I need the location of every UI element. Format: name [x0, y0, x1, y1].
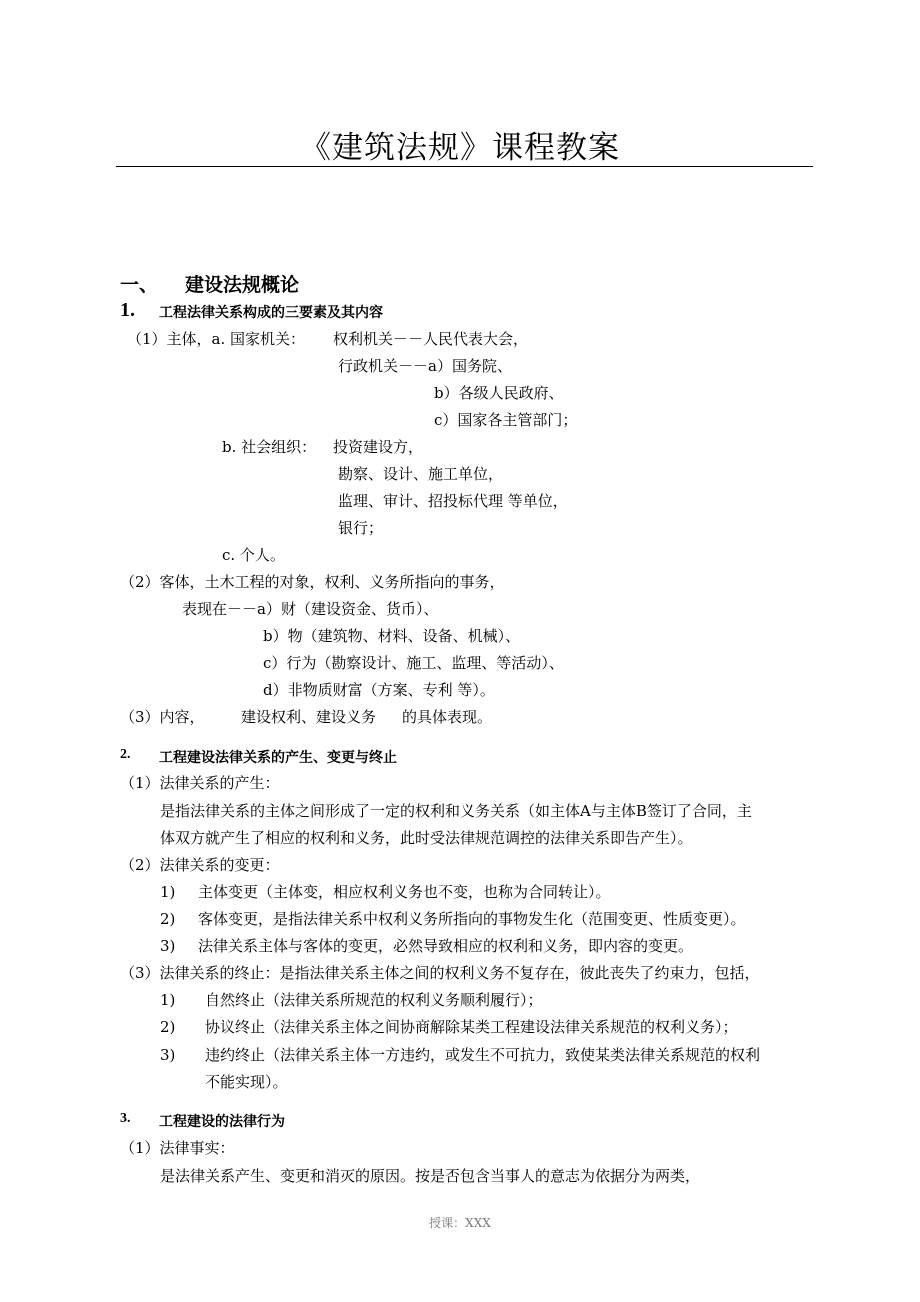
- text-line: 协议终止（法律关系主体之间协商解除某类工程建设法律关系规范的权利义务）；: [205, 1018, 738, 1036]
- list-number: 3): [160, 937, 176, 955]
- subsection-title: 工程法律关系构成的三要素及其内容: [159, 305, 383, 321]
- list-number: 1): [160, 883, 176, 901]
- text-line: （3）内容，: [120, 708, 205, 726]
- subsection-number: 2.: [120, 747, 131, 762]
- subsection-title: 工程建设法律关系的产生、变更与终止: [159, 750, 397, 766]
- text-line: 违约终止（法律关系主体一方违约，或发生不可抗力，致使某类法律关系规范的权利: [205, 1046, 761, 1064]
- text-line: （1）主体，a. 国家机关：: [127, 330, 306, 348]
- text-line: c）国家各主管部门；: [434, 411, 578, 429]
- page-footer: 授课：XXX: [429, 1216, 491, 1230]
- text-line: 自然终止（法律关系所规范的权利义务顺利履行）；: [205, 991, 543, 1009]
- text-line: 是法律关系产生、变更和消灭的原因。按是否包含当事人的意志为依据分为两类，: [160, 1167, 701, 1185]
- text-line: 客体变更，是指法律关系中权利义务所指向的事物发生化（范围变更、性质变更）。: [198, 910, 746, 928]
- section-number: 一、: [120, 274, 159, 296]
- text-line: 权利机关－－人民代表大会，: [333, 330, 529, 348]
- text-line: 不能实现）。: [205, 1073, 288, 1091]
- text-line: c. 个人。: [222, 546, 285, 564]
- list-number: 3): [160, 1046, 176, 1064]
- list-number: 2): [160, 1018, 176, 1036]
- text-line: 的具体表现。: [402, 708, 493, 726]
- text-line: （3）法律关系的终止：是指法律关系主体之间的权利义务不复存在，彼此丧失了约束力，包括，: [120, 964, 760, 982]
- text-line: （1）法律事实：: [120, 1139, 235, 1157]
- text-line: （2）法律关系的变更：: [120, 856, 280, 874]
- text-line: b. 社会组织：: [222, 438, 317, 456]
- section-title: 建设法规概论: [185, 274, 300, 296]
- text-line: （2）客体，土木工程的对象，权利、义务所指向的事务，: [120, 573, 505, 591]
- text-line: 法律关系主体与客体的变更，必然导致相应的权利和义务，即内容的变更。: [198, 937, 694, 955]
- subsection-title: 工程建设的法律行为: [159, 1114, 285, 1130]
- text-line: 主体变更（主体变，相应权利义务也不变，也称为合同转让）。: [198, 883, 611, 901]
- text-line: （1）法律关系的产生：: [120, 774, 280, 792]
- text-line: 体双方就产生了相应的权利和义务，此时受法律规范调控的法律关系即告产生）。: [160, 829, 693, 847]
- text-line: 投资建设方，: [333, 438, 424, 456]
- list-number: 2): [160, 910, 176, 928]
- text-line: 行政机关－－a）国务院、: [338, 357, 512, 375]
- text-line: 银行；: [338, 519, 384, 537]
- title-divider: [116, 166, 813, 167]
- subsection-number: 3.: [120, 1111, 131, 1126]
- text-line: 建设权利、建设义务: [241, 708, 377, 726]
- text-line: b）各级人民政府、: [434, 384, 564, 402]
- text-line: d）非物质财富（方案、专利 等）。: [263, 681, 495, 699]
- text-line: 表现在－－a）财（建设资金、货币）、: [182, 600, 439, 618]
- document-title: 《建筑法规》课程教案: [300, 130, 620, 166]
- list-number: 1): [160, 991, 176, 1009]
- text-line: c）行为（勘察设计、施工、监理、等活动）、: [263, 654, 564, 672]
- text-line: 监理、审计、招投标代理 等单位，: [338, 492, 568, 510]
- text-line: 勘察、设计、施工单位，: [338, 465, 504, 483]
- text-line: b）物（建筑物、材料、设备、机械）、: [263, 627, 521, 645]
- text-line: 是指法律关系的主体之间形成了一定的权利和义务关系（如主体A与主体B签订了合同，主: [160, 802, 752, 820]
- subsection-number: 1.: [120, 299, 135, 321]
